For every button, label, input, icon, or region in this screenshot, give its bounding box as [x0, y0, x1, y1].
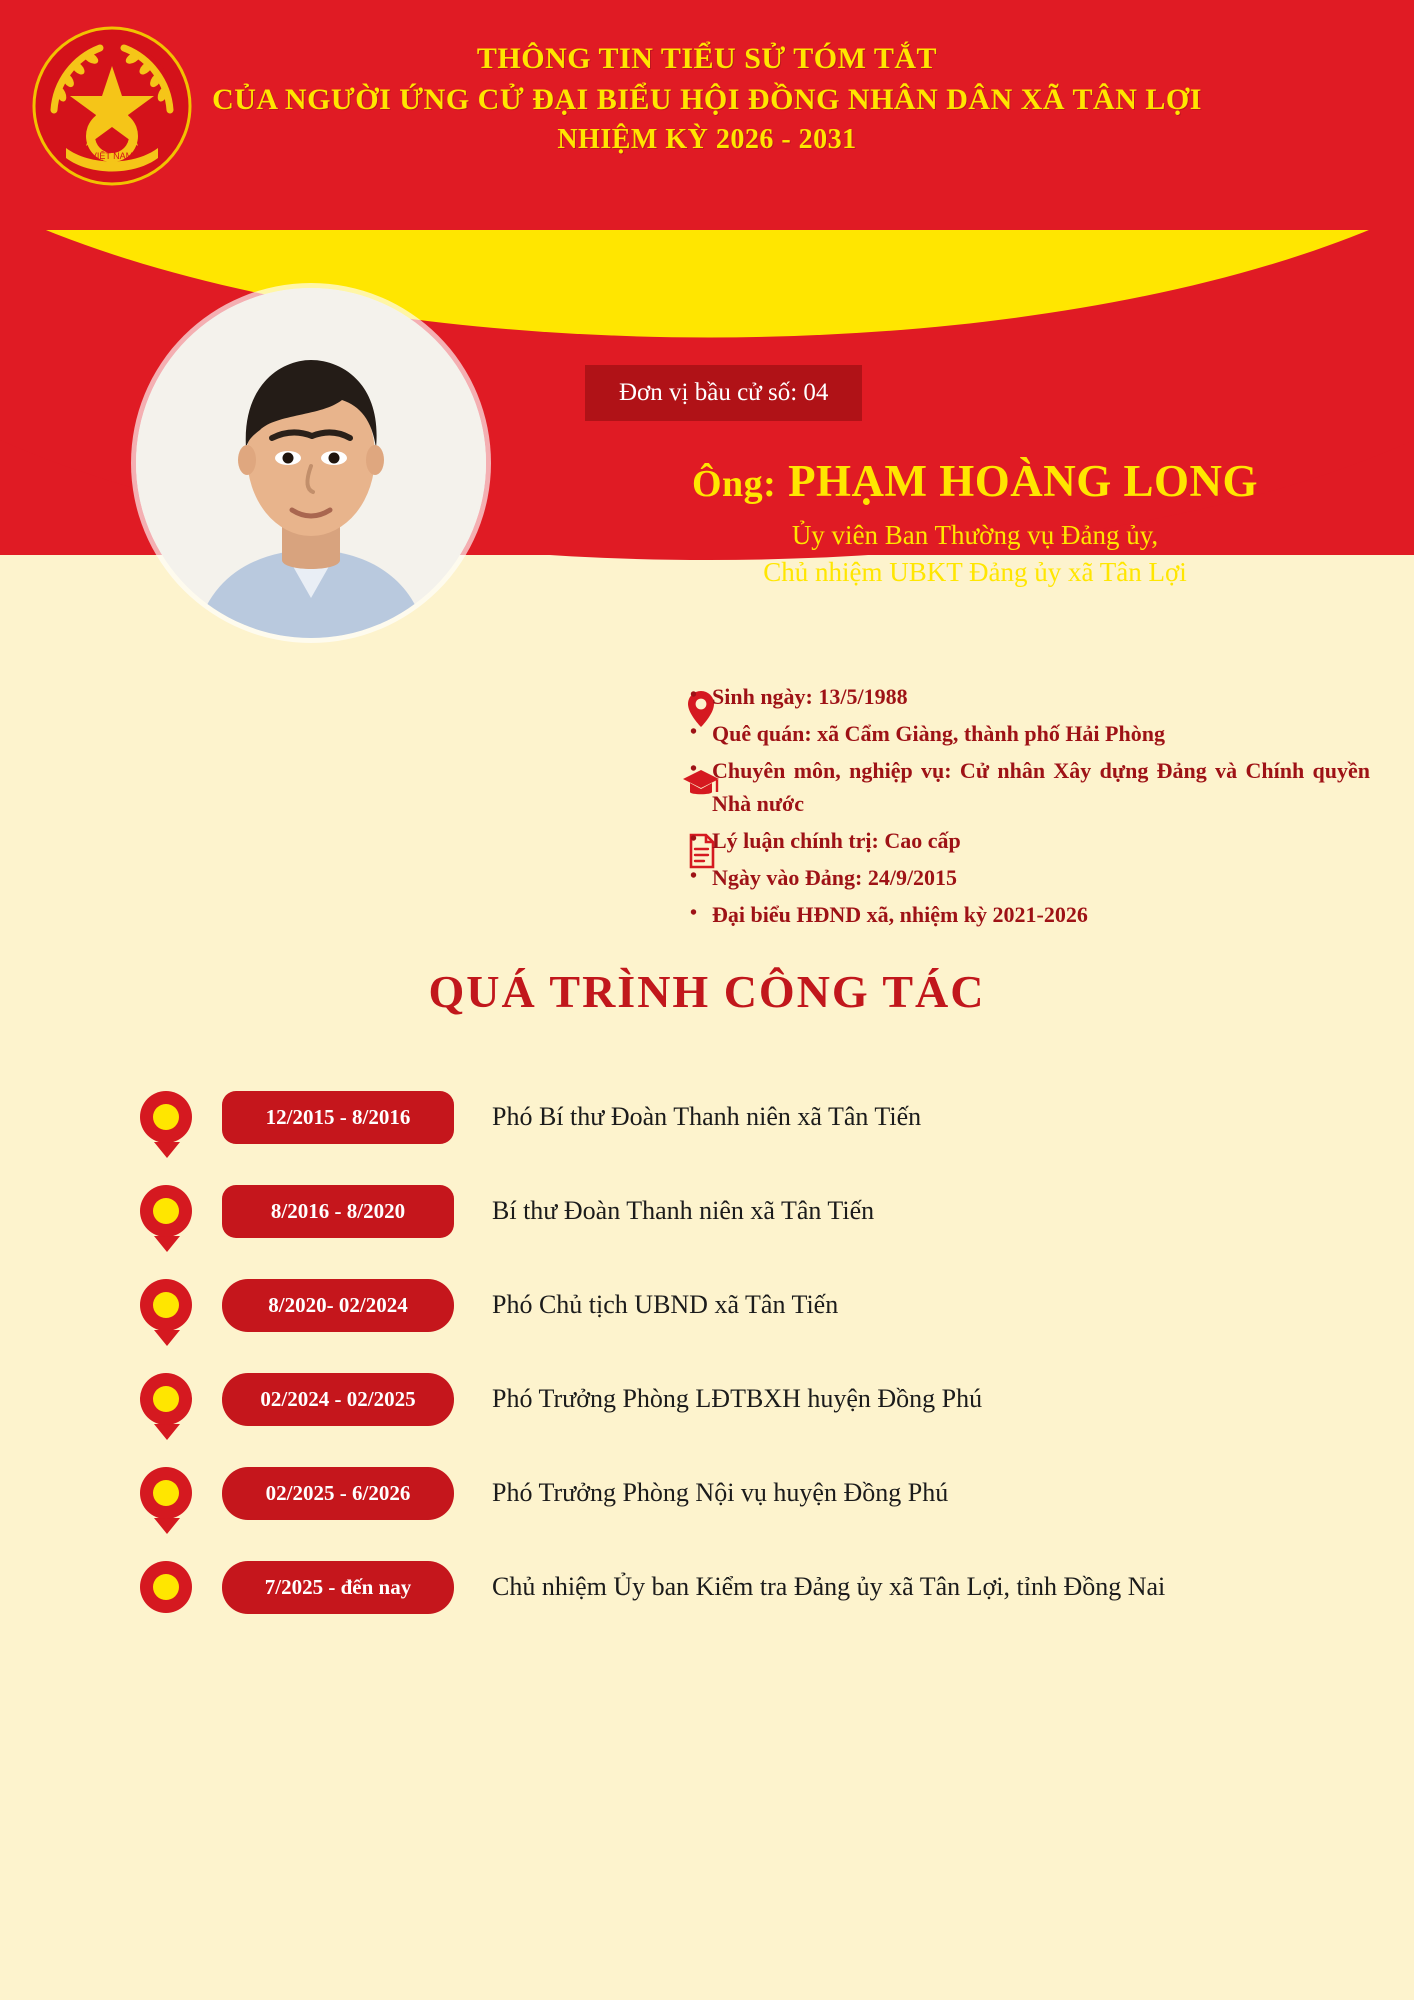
- timeline-arrow-icon: [154, 1142, 180, 1158]
- timeline-dot-icon: [140, 1091, 192, 1143]
- biography-info-list: [690, 680, 1370, 935]
- header-titles: [0, 38, 1414, 159]
- timeline-description: Phó Trưởng Phòng LĐTBXH huyện Đồng Phú: [492, 1384, 983, 1414]
- candidate-name: [585, 455, 1365, 507]
- timeline-row: [140, 1164, 1380, 1258]
- bullet-icon: •: [690, 865, 698, 887]
- timeline-dot-icon: [140, 1561, 192, 1613]
- timeline-arrow-icon: [154, 1424, 180, 1440]
- bullet-icon: •: [690, 902, 698, 924]
- bullet-icon: •: [690, 758, 698, 780]
- national-emblem-icon: [30, 24, 195, 189]
- timeline-period: 02/2025 - 6/2026: [222, 1467, 454, 1520]
- timeline-description: Phó Bí thư Đoàn Thanh niên xã Tân Tiến: [492, 1102, 922, 1132]
- timeline-dot-icon: [140, 1467, 192, 1519]
- info-item-text: Sinh ngày: 13/5/1988: [712, 684, 908, 709]
- candidate-role: [585, 517, 1365, 592]
- header-line-2: CỦA NGƯỜI ỨNG CỬ ĐẠI BIỂU HỘI ĐỒNG NHÂN DÂN XÃ TÂN LỢI: [212, 83, 1202, 117]
- svg-text:VIỆT NAM: VIỆT NAM: [90, 151, 134, 161]
- timeline-period: 12/2015 - 8/2016: [222, 1091, 454, 1144]
- timeline-arrow-icon: [154, 1330, 180, 1346]
- bullet-icon: •: [690, 721, 698, 743]
- timeline-period: 8/2016 - 8/2020: [222, 1185, 454, 1238]
- info-item: [690, 754, 1370, 820]
- timeline-dot-icon: [140, 1185, 192, 1237]
- timeline-period: 8/2020- 02/2024: [222, 1279, 454, 1332]
- info-item: [690, 680, 1370, 713]
- timeline-description: Phó Trưởng Phòng Nội vụ huyện Đồng Phú: [492, 1478, 949, 1508]
- election-unit-badge: Đơn vị bầu cử số: 04: [585, 365, 862, 421]
- timeline-period: 02/2024 - 02/2025: [222, 1373, 454, 1426]
- timeline-dot-icon: [140, 1373, 192, 1425]
- timeline-row: [140, 1540, 1380, 1634]
- timeline-period: 7/2025 - đến nay: [222, 1561, 454, 1614]
- info-item-text: Đại biểu HĐND xã, nhiệm kỳ 2021-2026: [712, 902, 1088, 927]
- timeline-row: [140, 1070, 1380, 1164]
- candidate-honorific: Ông:: [691, 463, 777, 505]
- info-item-text: Lý luận chính trị: Cao cấp: [712, 828, 961, 853]
- bullet-icon: •: [690, 684, 698, 706]
- page-header: [0, 0, 1414, 230]
- career-section-title: QUÁ TRÌNH CÔNG TÁC: [428, 966, 986, 1017]
- info-item: [690, 898, 1370, 931]
- timeline-arrow-icon: [154, 1236, 180, 1252]
- candidate-role-line2: Chủ nhiệm UBKT Đảng ủy xã Tân Lợi: [763, 557, 1187, 588]
- timeline-description: Chủ nhiệm Ủy ban Kiểm tra Đảng ủy xã Tân Lợi, tỉnh Đồng Nai: [492, 1572, 1166, 1602]
- candidate-fullname: PHẠM HOÀNG LONG: [788, 456, 1259, 506]
- info-item-text: Chuyên môn, nghiệp vụ: Cử nhân Xây dựng Đảng và Chính quyền Nhà nước: [712, 758, 1370, 816]
- info-item: [690, 824, 1370, 857]
- timeline-arrow-icon: [154, 1518, 180, 1534]
- career-timeline: [140, 1070, 1380, 1634]
- header-line-3: NHIỆM KỲ 2026 - 2031: [557, 123, 857, 155]
- bullet-icon: •: [690, 828, 698, 850]
- timeline-row: [140, 1258, 1380, 1352]
- timeline-row: [140, 1446, 1380, 1540]
- portrait-illustration: [136, 288, 486, 638]
- info-item-text: Ngày vào Đảng: 24/9/2015: [712, 865, 958, 890]
- info-item: [690, 717, 1370, 750]
- timeline-description: Phó Chủ tịch UBND xã Tân Tiến: [492, 1290, 839, 1320]
- candidate-name-block: [585, 455, 1365, 592]
- candidate-photo: [136, 288, 486, 638]
- info-item-text: Quê quán: xã Cẩm Giàng, thành phố Hải Phòng: [712, 721, 1165, 746]
- timeline-description: Bí thư Đoàn Thanh niên xã Tân Tiến: [492, 1196, 875, 1226]
- info-item: [690, 861, 1370, 894]
- candidate-role-line1: Ủy viên Ban Thường vụ Đảng ủy,: [791, 520, 1159, 550]
- timeline-row: [140, 1352, 1380, 1446]
- header-line-1: THÔNG TIN TIỂU SỬ TÓM TẮT: [476, 42, 938, 75]
- timeline-dot-icon: [140, 1279, 192, 1331]
